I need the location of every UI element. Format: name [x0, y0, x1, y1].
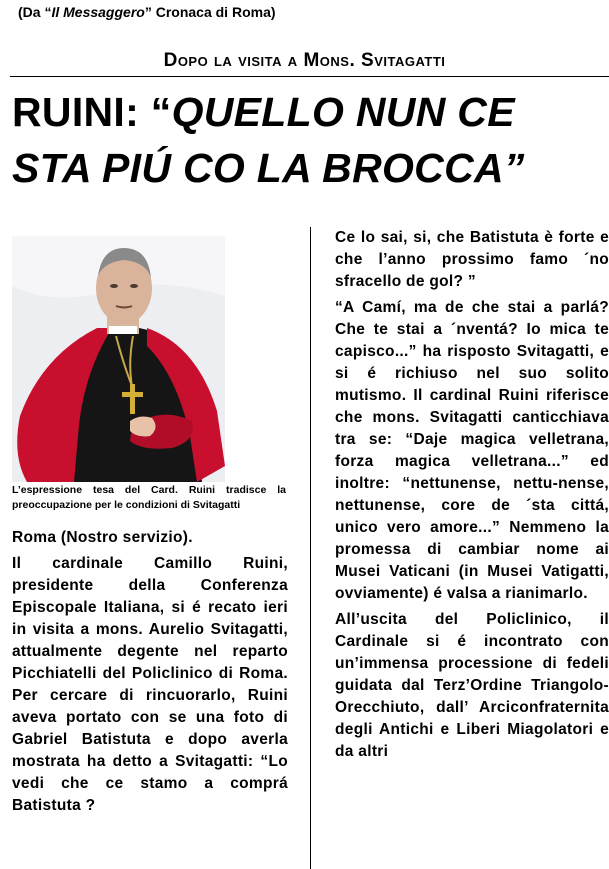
source-newspaper-name: Il Messaggero — [51, 4, 145, 20]
photo-caption: L’espressione tesa del Card. Ruini tradisce la preoccupazione per le condizioni di Svitagatti — [12, 484, 286, 511]
article-paragraph: Ce lo sai, si, che Batistuta è forte e che l’anno prossimo famo ´no sfracello de gol? ” — [335, 229, 609, 290]
cardinal-photo — [12, 236, 225, 482]
article-dateline: Roma (Nostro servizio). — [12, 529, 193, 546]
kicker-subheading: Dopo la visita a Mons. Svitagatti — [163, 50, 446, 71]
headline-line-1 — [12, 84, 609, 140]
headline — [12, 84, 609, 196]
column-divider — [310, 227, 311, 869]
headline-line-2: STA PIÚ CO LA BROCCA” — [12, 145, 525, 191]
source-line — [18, 4, 276, 20]
article-paragraph: Il cardinale Camillo Ruini, presidente della Conferenza Episcopale Italiana, si é recato ieri in visita a mons. Aurelio Svitagatti, attualmente degente nel reparto Picchiatelli del Policlinico di Roma. Per cercare di rincuorarlo, Ruini aveva portato con se una foto di Gabriel Batistuta e dopo averla mostrata ha detto a Svitagatti: “Lo vedi che ce stamo a comprá Batistuta ? — [12, 555, 288, 814]
kicker-rule — [10, 76, 609, 77]
article-column-right — [335, 227, 609, 767]
headline-plain-part: RUINI: “ — [12, 89, 172, 135]
article-paragraph: All’uscita del Policlinico, il Cardinale si é incontrato con un’immensa processione di fedeli guidata dal Terz’Ordine Triangolo-Orecchiuto, dall’ Arciconfraternita degli Antichi e Liberi Miagolatori e da altri — [335, 611, 609, 760]
source-open: (Da “ — [18, 4, 52, 20]
cardinal-figure-illustration — [12, 236, 225, 482]
article-column-left — [12, 527, 288, 821]
article-paragraph: “A Camí, ma de che stai a parlá? Che te stai a ´nventá? Io mica te capisco...” ha risposto Svitagatti, e si é richiuso nel suo solito mutismo. Il cardinal Ruini riferisce che mons. Svitagatti canticchiava tra se: “Daje magica velletrana, forza magica velletrana...” ed inoltre: “nettunense, nettu-nense, nettunense, core de ´sta cittá, unico vero amore...” Nemmeno la promessa di cambiar nome ai Musei Vaticani (in Musei Vatigatti, ovviamente) é valsa a rianimarlo. — [335, 299, 609, 602]
source-close: ” Cronaca di Roma) — [144, 4, 276, 20]
headline-quote-part-1: QUELLO NUN CE — [171, 89, 515, 135]
